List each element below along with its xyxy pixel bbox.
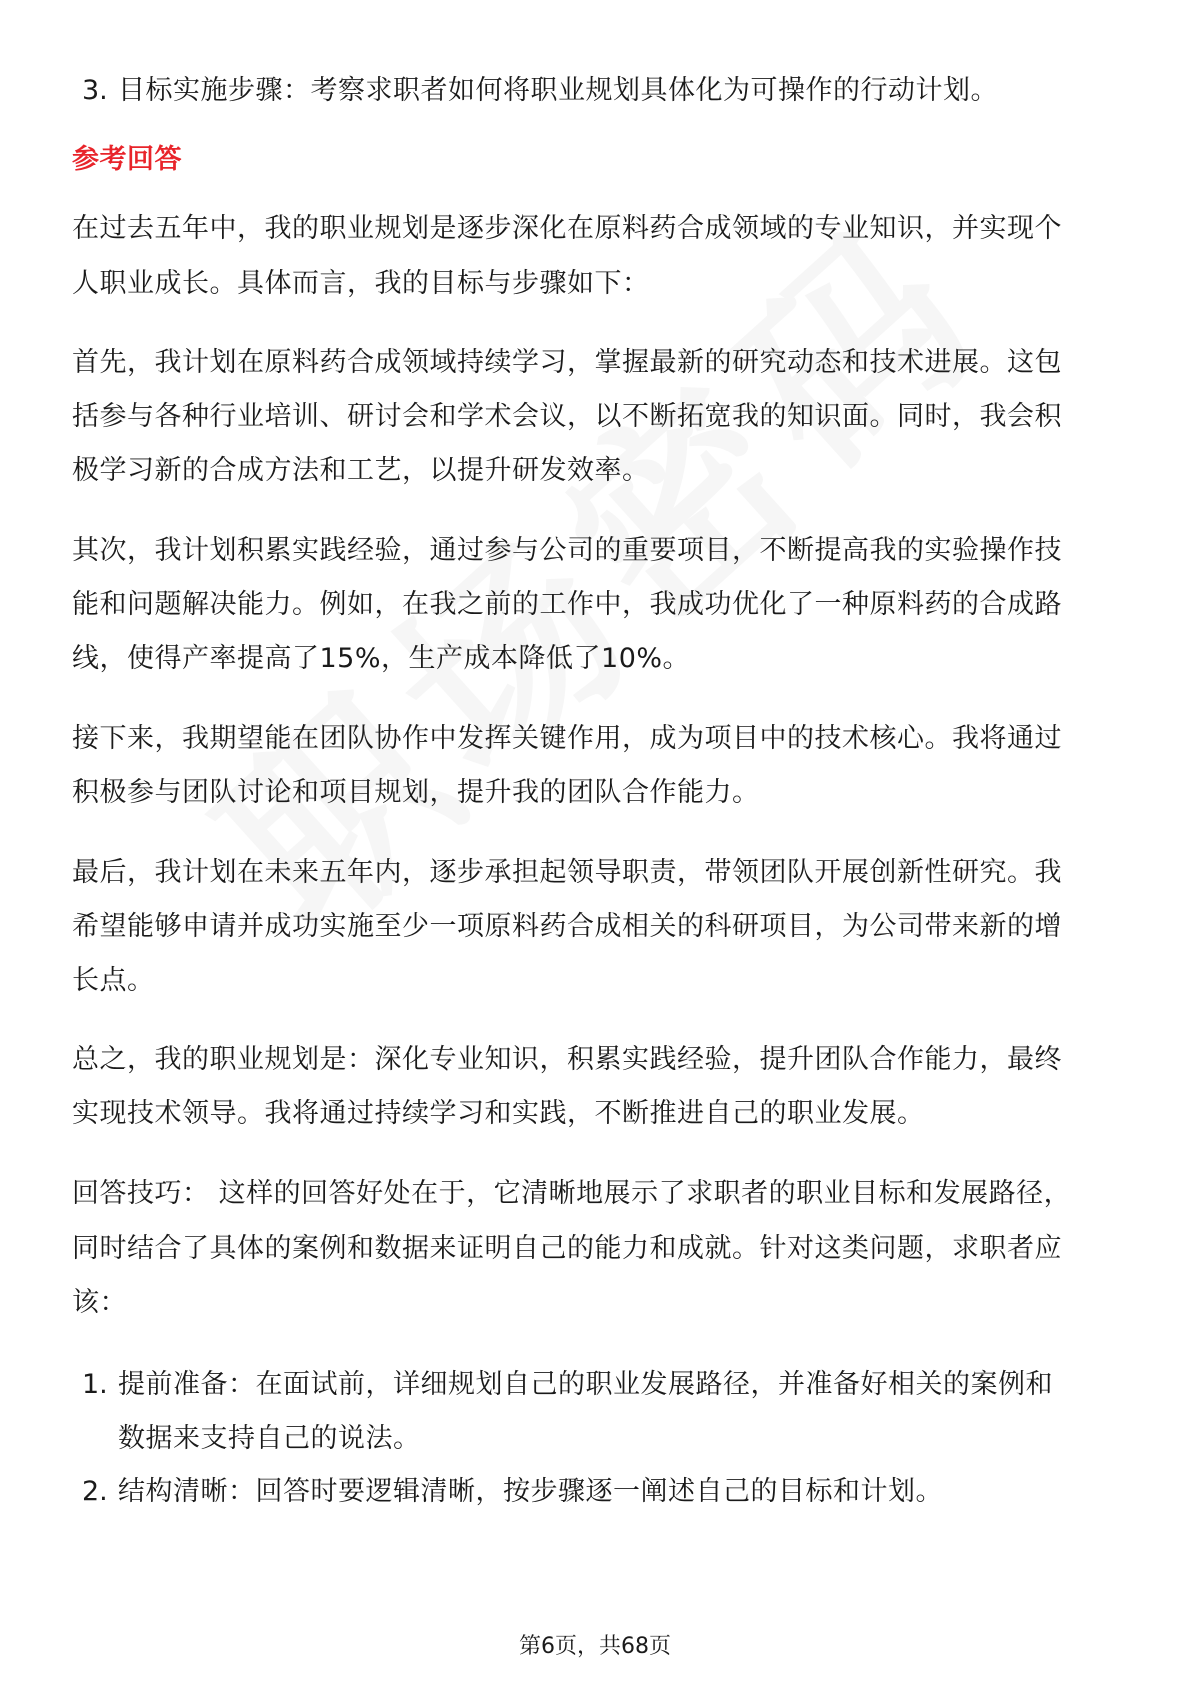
list-item-number: 3. xyxy=(82,75,108,106)
list-item-number: 2. xyxy=(82,1476,108,1507)
paragraph-line: 人职业成长。具体而言，我的目标与步骤如下： xyxy=(72,268,650,299)
paragraph-line: 希望能够申请并成功实施至少一项原料药合成相关的科研项目，为公司带来新的增 xyxy=(72,911,1062,942)
list-item-number: 1. xyxy=(82,1369,108,1400)
section-heading: 参考回答 xyxy=(72,144,182,175)
paragraph-line: 接下来，我期望能在团队协作中发挥关键作用，成为项目中的技术核心。我将通过 xyxy=(72,723,1062,754)
paragraph-line: 积极参与团队讨论和项目规划，提升我的团队合作能力。 xyxy=(72,777,760,808)
paragraph-line: 极学习新的合成方法和工艺，以提升研发效率。 xyxy=(72,455,650,486)
list-item-text: 结构清晰：回答时要逻辑清晰，按步骤逐一阐述自己的目标和计划。 xyxy=(118,1476,943,1507)
paragraph-line: 能和问题解决能力。例如，在我之前的工作中，我成功优化了一种原料药的合成路 xyxy=(72,589,1062,620)
paragraph-line: 首先，我计划在原料药合成领域持续学习，掌握最新的研究动态和技术进展。这包 xyxy=(72,347,1062,378)
paragraph-line: 在过去五年中，我的职业规划是逐步深化在原料药合成领域的专业知识，并实现个 xyxy=(72,213,1062,244)
paragraph-line: 其次，我计划积累实践经验，通过参与公司的重要项目，不断提高我的实验操作技 xyxy=(72,535,1062,566)
paragraph-line: 线，使得产率提高了15%，生产成本降低了10%。 xyxy=(72,643,691,674)
paragraph-line: 回答技巧： 这样的回答好处在于，它清晰地展示了求职者的职业目标和发展路径， xyxy=(72,1178,1072,1209)
paragraph-line: 同时结合了具体的案例和数据来证明自己的能力和成就。针对这类问题，求职者应 xyxy=(72,1233,1062,1264)
page-number: 第6页，共68页 xyxy=(519,1634,671,1659)
list-item-text: 提前准备：在面试前，详细规划自己的职业发展路径，并准备好相关的案例和 xyxy=(118,1369,1053,1400)
paragraph-line: 最后，我计划在未来五年内，逐步承担起领导职责，带领团队开展创新性研究。我 xyxy=(72,857,1062,888)
paragraph-line: 该： xyxy=(72,1287,127,1318)
paragraph-line: 括参与各种行业培训、研讨会和学术会议，以不断拓宽我的知识面。同时，我会积 xyxy=(72,401,1062,432)
list-item-text: 数据来支持自己的说法。 xyxy=(118,1423,421,1454)
paragraph-line: 实现技术领导。我将通过持续学习和实践，不断推进自己的职业发展。 xyxy=(72,1098,925,1129)
paragraph-line: 总之，我的职业规划是：深化专业知识，积累实践经验，提升团队合作能力，最终 xyxy=(72,1044,1062,1075)
list-item-text: 目标实施步骤：考察求职者如何将职业规划具体化为可操作的行动计划。 xyxy=(118,75,998,106)
paragraph-line: 长点。 xyxy=(72,965,155,996)
